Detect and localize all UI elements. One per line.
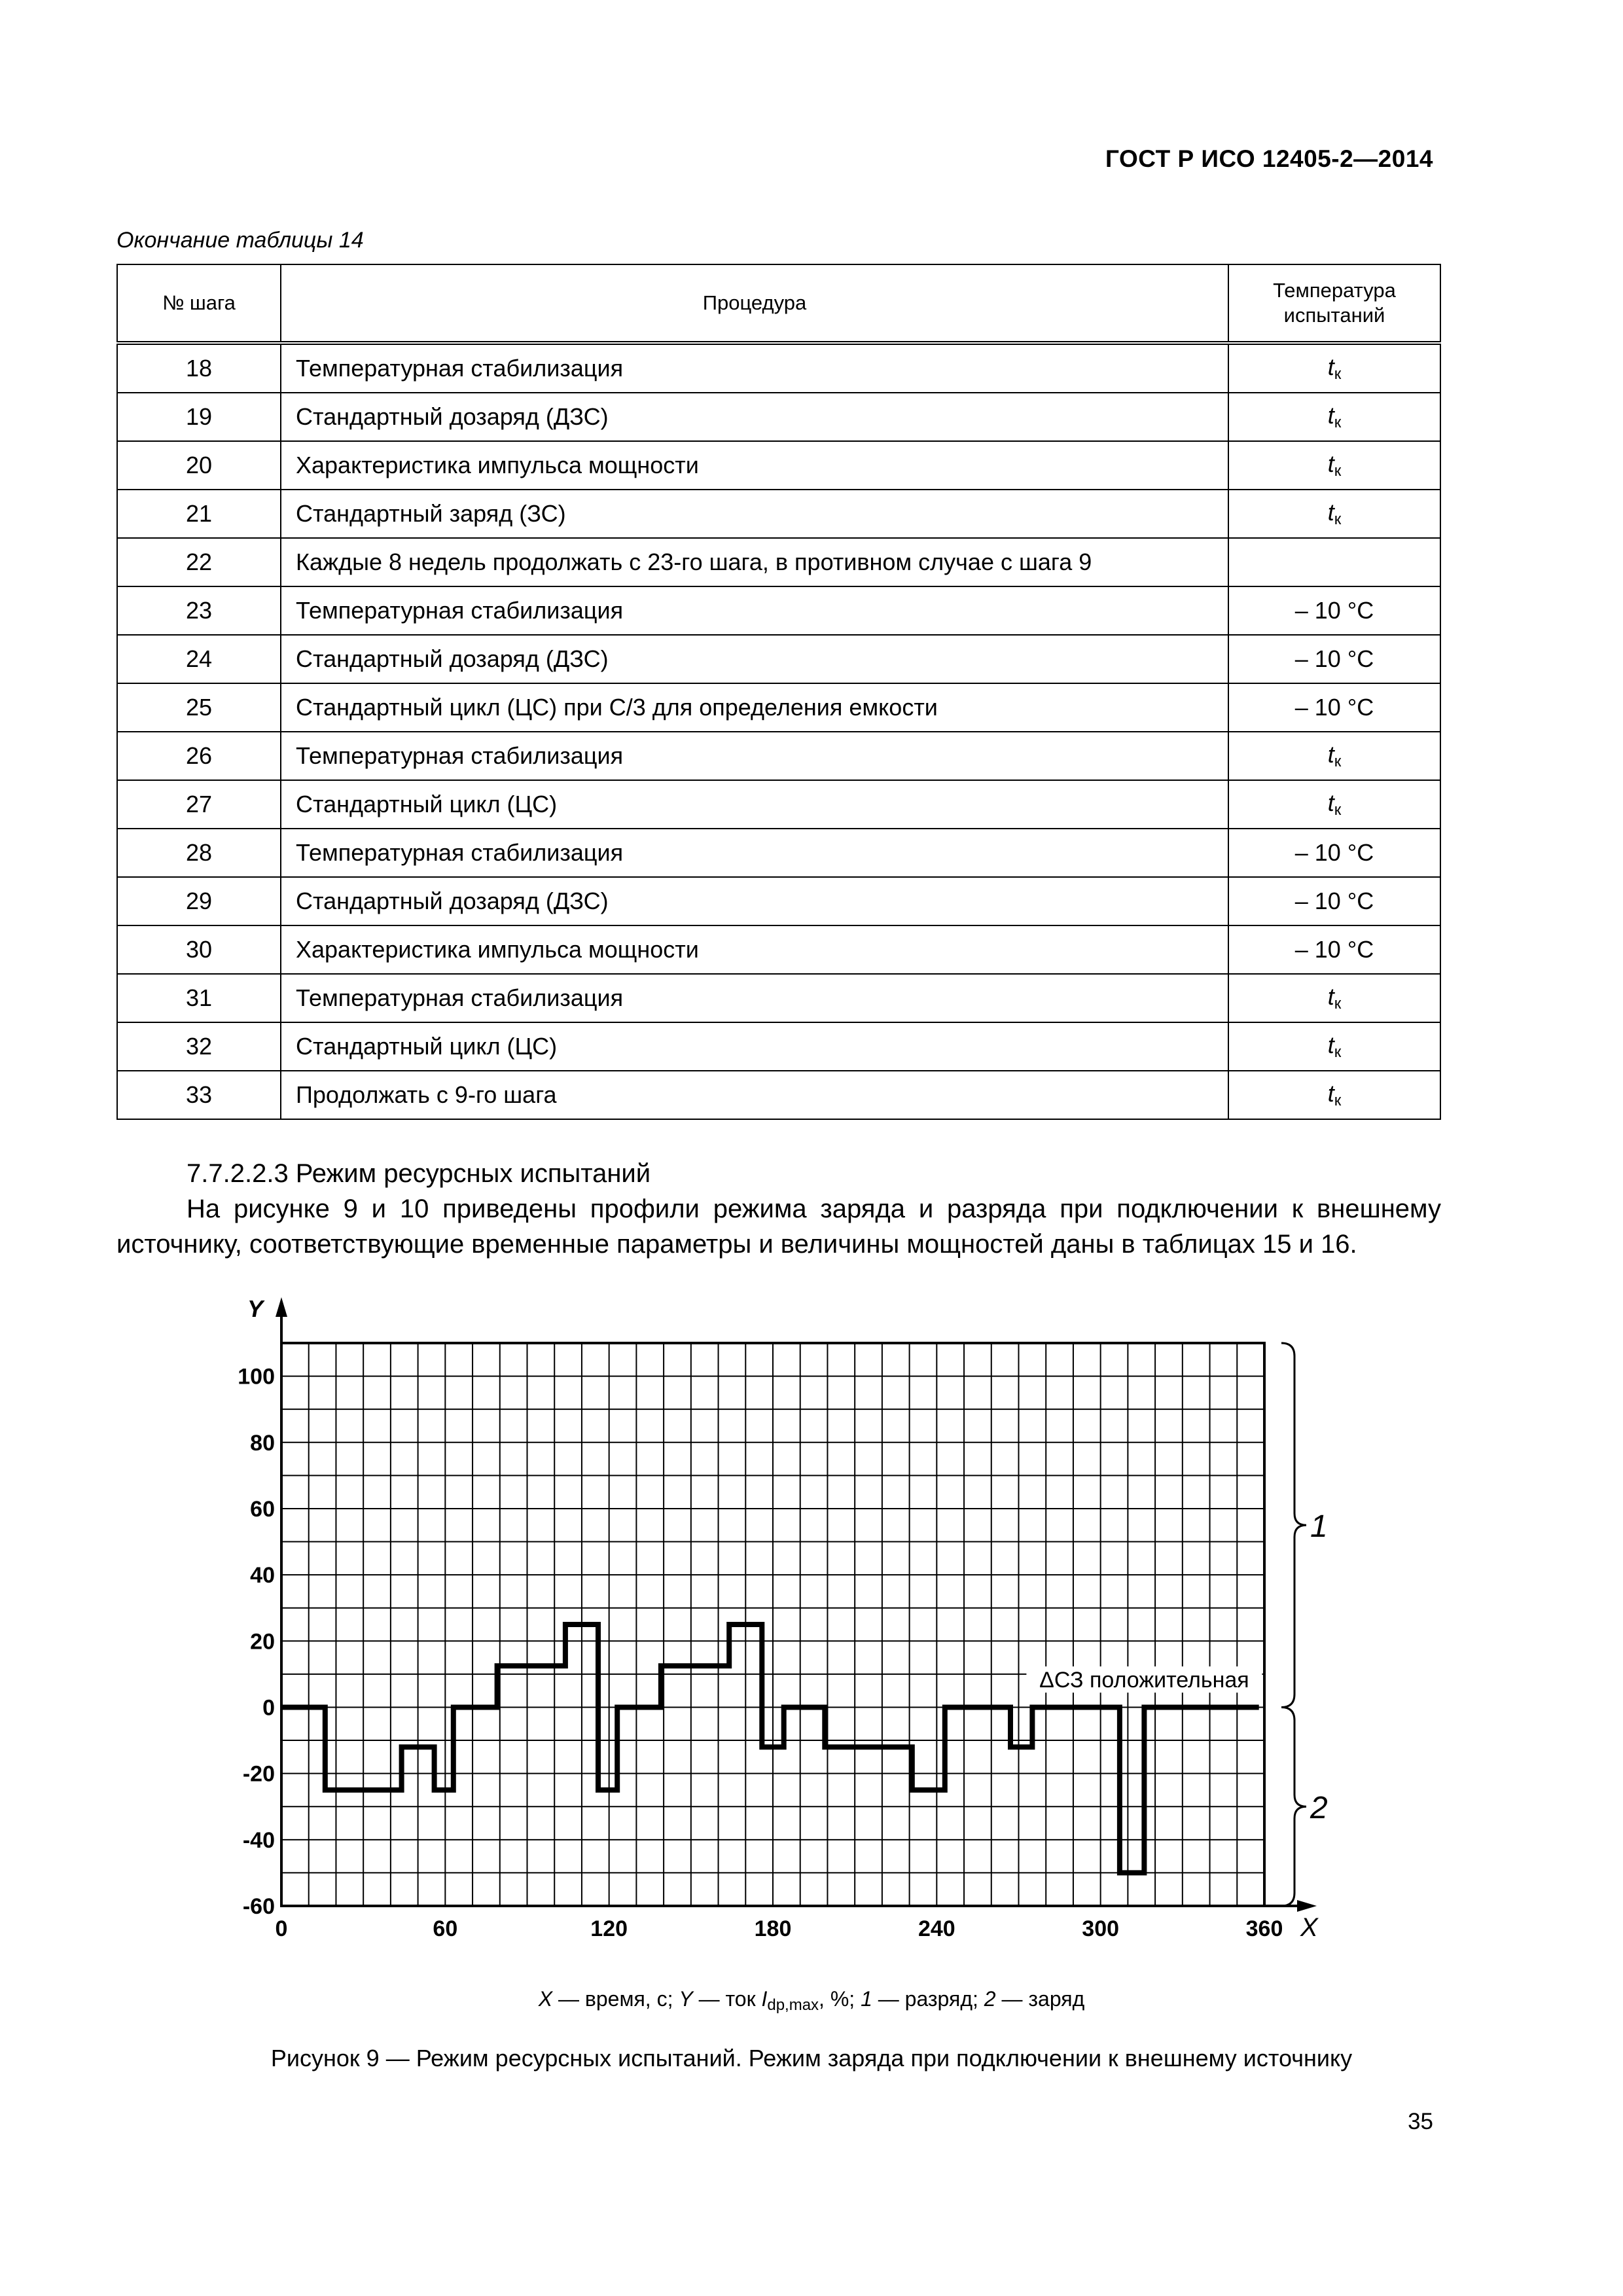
x-tick-label: 180 [754,1916,792,1941]
table-row [117,925,1440,974]
x-tick-label: 360 [1245,1916,1283,1941]
cell-temperature: $t_к$ [1228,490,1440,538]
table-row [117,538,1440,586]
cell-step: 31 [117,974,281,1022]
table-caption: Окончание таблицы 14 [116,228,364,253]
cell-step: 29 [117,877,281,925]
document-code: ГОСТ Р ИСО 12405-2—2014 [1105,145,1433,172]
table-row [117,780,1440,829]
y-tick-label: 40 [250,1563,275,1588]
cell-procedure: Стандартный дозаряд (ДЗС) [281,877,1228,925]
header-procedure: Процедура [281,264,1228,343]
figure-caption: Рисунок 9 — Режим ресурсных испытаний. Режим заряда при подключении к внешнему источнику [270,2045,1353,2072]
cell-temperature: – 10 °С [1228,586,1440,635]
x-tick-label: 240 [918,1916,955,1941]
cell-step: 26 [117,732,281,780]
annotation-label: ΔСЗ положительная [1039,1668,1249,1693]
table-header-row [117,264,1440,343]
y-tick-label: -20 [242,1761,275,1787]
table-row [117,974,1440,1022]
legend-n1-desc: — разряд; [872,1987,984,2011]
header-step: № шага [117,264,281,343]
x-tick-label: 60 [433,1916,458,1941]
figure-legend [0,1987,1623,2015]
x-tick-label: 300 [1082,1916,1120,1941]
page-number: 35 [1408,2109,1433,2134]
legend-i-sub: dp,max [767,1996,819,2014]
chart-annotations [1026,1343,1327,1906]
current-profile-chart [209,1283,1335,1964]
cell-step: 27 [117,780,281,829]
table-row [117,343,1440,393]
cell-step: 32 [117,1022,281,1071]
table-row [117,1071,1440,1119]
table-row [117,683,1440,732]
cell-step: 18 [117,343,281,393]
table-row [117,441,1440,490]
cell-step: 30 [117,925,281,974]
cell-step: 28 [117,829,281,877]
cell-temperature: $t_к$ [1228,343,1440,393]
x-tick-label: 120 [590,1916,628,1941]
cell-step: 22 [117,538,281,586]
legend-x-desc: — время, с; [552,1987,679,2011]
chart-tick-labels [238,1295,1319,1942]
cell-procedure: Характеристика импульса мощности [281,925,1228,974]
cell-procedure: Температурная стабилизация [281,732,1228,780]
cell-procedure: Характеристика импульса мощности [281,441,1228,490]
legend-n2-desc: — заряд [995,1987,1085,2011]
bracket-label: 1 [1310,1509,1328,1545]
table-row [117,635,1440,683]
cell-step: 19 [117,393,281,441]
legend-i: I [761,1987,768,2011]
y-tick-label: 100 [238,1364,275,1390]
cell-temperature: $t_к$ [1228,732,1440,780]
chart-grid [281,1343,1264,1906]
table-row [117,490,1440,538]
cell-temperature: $t_к$ [1228,974,1440,1022]
table-body [117,343,1440,1119]
y-tick-label: 60 [250,1496,275,1522]
cell-temperature: – 10 °С [1228,829,1440,877]
legend-x: X [538,1987,553,2011]
legend-n1: 1 [861,1987,872,2011]
cell-procedure: Температурная стабилизация [281,829,1228,877]
header-temperature: Температура испытаний [1228,264,1440,343]
cell-procedure: Температурная стабилизация [281,343,1228,393]
cell-procedure: Стандартный дозаряд (ДЗС) [281,393,1228,441]
chart-axes [276,1297,1317,1912]
cell-procedure: Температурная стабилизация [281,974,1228,1022]
y-tick-label: 0 [262,1695,275,1721]
table-row [117,393,1440,441]
section-paragraph: На рисунке 9 и 10 приведены профили режима заряда и разряда при подключении к внешнему источнику, соответствующие временные параметры и величины мощностей даны в таблицах 15 и 16. [116,1194,1441,1259]
procedure-table [116,264,1441,1120]
legend-n2: 2 [984,1987,996,2011]
y-tick-label: 20 [250,1629,275,1655]
x-axis-arrow-icon [1297,1900,1317,1912]
cell-temperature: – 10 °С [1228,635,1440,683]
table-row [117,732,1440,780]
cell-procedure: Стандартный цикл (ЦС) при С/3 для определения емкости [281,683,1228,732]
legend-y: Y [679,1987,693,2011]
cell-temperature: – 10 °С [1228,877,1440,925]
cell-temperature: $t_к$ [1228,780,1440,829]
cell-procedure: Температурная стабилизация [281,586,1228,635]
cell-procedure: Стандартный дозаряд (ДЗС) [281,635,1228,683]
x-tick-label: 0 [275,1916,288,1941]
cell-temperature: $t_к$ [1228,1071,1440,1119]
cell-procedure: Продолжать с 9-го шага [281,1071,1228,1119]
cell-step: 33 [117,1071,281,1119]
table-row [117,829,1440,877]
cell-temperature: $t_к$ [1228,393,1440,441]
cell-procedure: Стандартный цикл (ЦС) [281,780,1228,829]
cell-step: 24 [117,635,281,683]
bracket-label: 2 [1310,1791,1328,1826]
y-tick-label: -60 [242,1894,275,1919]
y-tick-label: -40 [242,1827,275,1853]
cell-temperature: – 10 °С [1228,925,1440,974]
cell-temperature: $t_к$ [1228,441,1440,490]
cell-procedure: Стандартный заряд (ЗС) [281,490,1228,538]
legend-y-desc-post: , %; [819,1987,861,2011]
y-axis-arrow-icon [276,1297,287,1317]
x-axis-label: X [1300,1913,1318,1942]
table-row [117,1022,1440,1071]
cell-temperature: $t_к$ [1228,1022,1440,1071]
cell-temperature: – 10 °С [1228,683,1440,732]
cell-step: 25 [117,683,281,732]
table-row [117,877,1440,925]
cell-step: 20 [117,441,281,490]
section-heading: 7.7.2.2.3 Режим ресурсных испытаний [187,1159,651,1188]
cell-temperature [1228,538,1440,586]
cell-procedure: Стандартный цикл (ЦС) [281,1022,1228,1071]
table-row [117,586,1440,635]
brace-bracket [1281,1707,1306,1906]
brace-bracket [1281,1343,1306,1707]
y-tick-label: 80 [250,1430,275,1456]
cell-procedure: Каждые 8 недель продолжать с 23-го шага, в противном случае с шага 9 [281,538,1228,586]
y-axis-label: Y [247,1295,264,1322]
cell-step: 23 [117,586,281,635]
legend-y-desc-pre: — ток [692,1987,762,2011]
chart-series [281,1624,1259,1873]
cell-step: 21 [117,490,281,538]
series-line [281,1624,1259,1873]
